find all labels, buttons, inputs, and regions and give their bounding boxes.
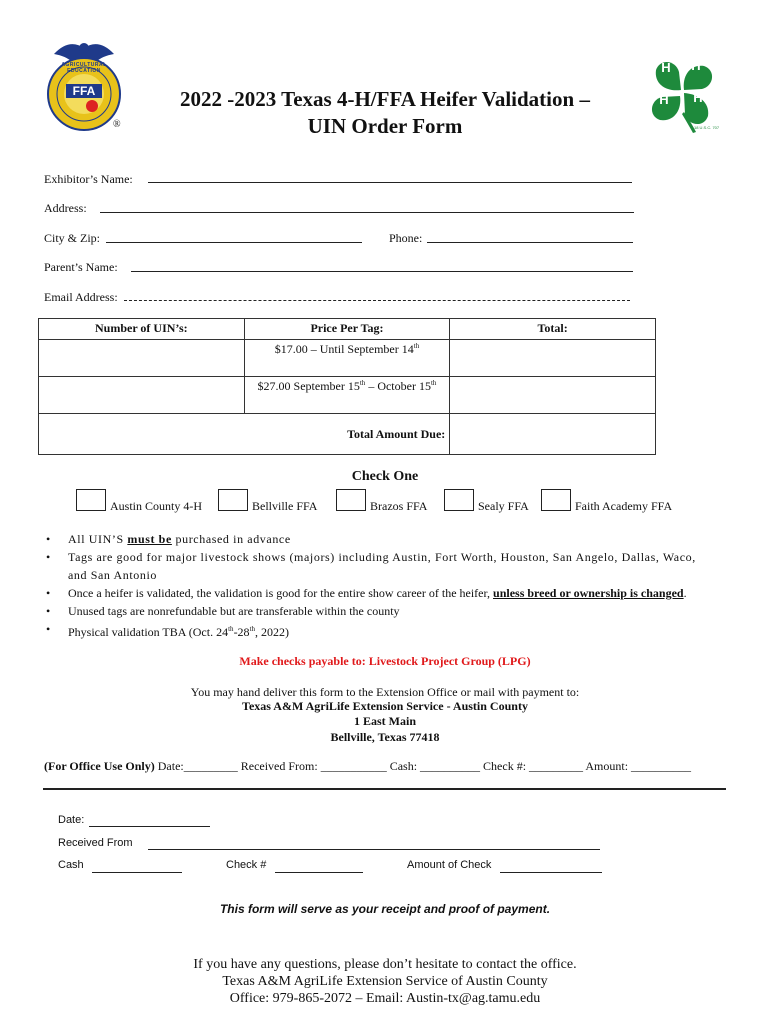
office-use-prefix: (For Office Use Only)	[44, 759, 155, 773]
checkbox-sealy-ffa[interactable]	[444, 489, 474, 511]
rule3-emphasis: unless breed or ownership is changed	[493, 586, 684, 600]
receipt-date-label: Date:	[58, 814, 85, 826]
rule-item-1	[40, 530, 740, 548]
price-late-sup-a: th	[359, 379, 366, 387]
price-early: $17.00 – Until September 14	[274, 342, 414, 356]
price-late-b: – October 15	[365, 379, 431, 393]
parent-name-label: Parent’s Name:	[44, 260, 118, 274]
rule5-pre: Physical validation TBA (Oct. 24	[68, 625, 229, 639]
rule3-post: .	[683, 586, 687, 600]
uin-count-cell-1[interactable]	[39, 340, 245, 377]
rule5-sup1: th	[228, 625, 234, 633]
exhibitor-name-field[interactable]	[148, 182, 632, 183]
rule-item-4: • Unused tags are nonrefundable but are transferable within the county	[40, 602, 740, 620]
office-use-fields: Date:_________ Received From: ___________ Cash: __________ Check #: _________ Amount: __________	[154, 759, 692, 773]
clover-letter-h3: H	[693, 90, 703, 105]
rule-item-3	[40, 584, 740, 602]
email-label: Email Address:	[44, 290, 118, 304]
receipt-check-field[interactable]	[275, 872, 363, 873]
clover-letter-h2: H	[691, 58, 701, 73]
rule-item-2: • Tags are good for major livestock shows (majors) including Austin, Fort Worth, Houston, San Angelo, Dallas, Waco, and San Antonio	[40, 548, 708, 584]
form-title-line2: UIN Order Form	[307, 114, 463, 138]
rule1-emphasis: must be	[127, 532, 172, 546]
office-use-line	[44, 759, 691, 774]
price-cell-2	[244, 377, 450, 414]
clover-letter-h1: H	[661, 60, 671, 75]
clover-letter-h4: H	[659, 92, 669, 107]
rule5-post: , 2022)	[255, 625, 290, 639]
total-cell-2[interactable]	[450, 377, 656, 414]
rule1-pre: All UIN’S	[68, 532, 128, 546]
price-early-sup: th	[413, 342, 420, 350]
deliver-note: You may hand deliver this form to the Extension Office or mail with payment to:	[190, 685, 580, 699]
phone-field[interactable]	[427, 242, 633, 243]
receipt-date-field[interactable]	[89, 826, 210, 827]
registered-mark: ®	[113, 119, 121, 130]
total-due-cell[interactable]	[450, 414, 656, 455]
rule-item-5	[40, 620, 740, 641]
address-field[interactable]	[100, 212, 634, 213]
col-header-total: Total:	[450, 319, 656, 340]
ffa-logo-ring-text: AGRICULTURAL EDUCATION	[61, 62, 107, 74]
uin-count-cell-2[interactable]	[39, 377, 245, 414]
total-due-label: Total Amount Due:	[39, 414, 450, 455]
price-late-a: $27.00 September 15	[257, 379, 360, 393]
ffa-logo-text: FFA	[72, 84, 96, 98]
form-title-line1: 2022 -2023 Texas 4-H/FFA Heifer Validation –	[180, 87, 590, 111]
receipt-check-label: Check #	[226, 859, 267, 871]
rule5-sup2: th	[249, 625, 256, 633]
footer-org: Texas A&M AgriLife Extension Service of Austin County	[222, 974, 548, 989]
total-cell-1[interactable]	[450, 340, 656, 377]
checkbox-label-brazos-ffa: Brazos FFA	[370, 499, 428, 513]
col-header-number: Number of UIN’s:	[39, 319, 245, 340]
mail-street: 1 East Main	[353, 714, 416, 728]
checkbox-brazos-ffa[interactable]	[336, 489, 366, 511]
receipt-amount-label: Amount of Check	[407, 859, 492, 871]
checkbox-bellville-ffa[interactable]	[218, 489, 248, 511]
check-one-heading: Check One	[351, 469, 419, 484]
receipt-cash-label: Cash	[58, 859, 84, 871]
exhibitor-name-label: Exhibitor’s Name:	[44, 172, 133, 186]
clover-small-text: 18 U.S.C. 707	[694, 125, 720, 130]
divider	[43, 788, 726, 790]
receipt-received-label: Received From	[58, 837, 133, 849]
rule1-post: purchased in advance	[171, 532, 291, 546]
phone-label: Phone:	[389, 231, 423, 245]
rule3-pre: Once a heifer is validated, the validation is good for the entire show career of the heifer,	[68, 586, 494, 600]
email-field[interactable]	[124, 300, 630, 301]
price-table	[38, 318, 656, 455]
city-zip-field[interactable]	[106, 242, 362, 243]
checks-payable-note: Make checks payable to: Livestock Project Group (LPG)	[239, 654, 531, 668]
receipt-amount-field[interactable]	[500, 872, 602, 873]
receipt-cash-field[interactable]	[92, 872, 182, 873]
checkbox-austin-4h[interactable]	[76, 489, 106, 511]
rules-list	[40, 530, 740, 641]
mail-city: Bellville, Texas 77418	[330, 730, 440, 744]
rule5-mid: -28	[233, 625, 250, 639]
checkbox-label-bellville-ffa: Bellville FFA	[252, 499, 318, 513]
footer-questions: If you have any questions, please don’t hesitate to contact the office.	[193, 957, 577, 972]
price-cell-1	[244, 340, 450, 377]
form-title	[0, 86, 770, 140]
mail-org: Texas A&M AgriLife Extension Service - Austin County	[242, 699, 528, 713]
receipt-received-field[interactable]	[148, 849, 600, 850]
receipt-note: This form will serve as your receipt and proof of payment.	[219, 902, 551, 916]
checkbox-faith-academy-ffa[interactable]	[541, 489, 571, 511]
price-late-sup-b: th	[430, 379, 437, 387]
checkbox-label-sealy-ffa: Sealy FFA	[478, 499, 529, 513]
address-label: Address:	[44, 201, 87, 215]
parent-name-field[interactable]	[131, 271, 633, 272]
city-zip-label: City & Zip:	[44, 231, 101, 245]
col-header-price: Price Per Tag:	[244, 319, 450, 340]
checkbox-label-austin-4h: Austin County 4-H	[110, 499, 203, 513]
footer-contact: Office: 979-865-2072 – Email: Austin-tx@ag.tamu.edu	[229, 991, 541, 1006]
checkbox-label-faith-academy-ffa: Faith Academy FFA	[575, 499, 673, 513]
